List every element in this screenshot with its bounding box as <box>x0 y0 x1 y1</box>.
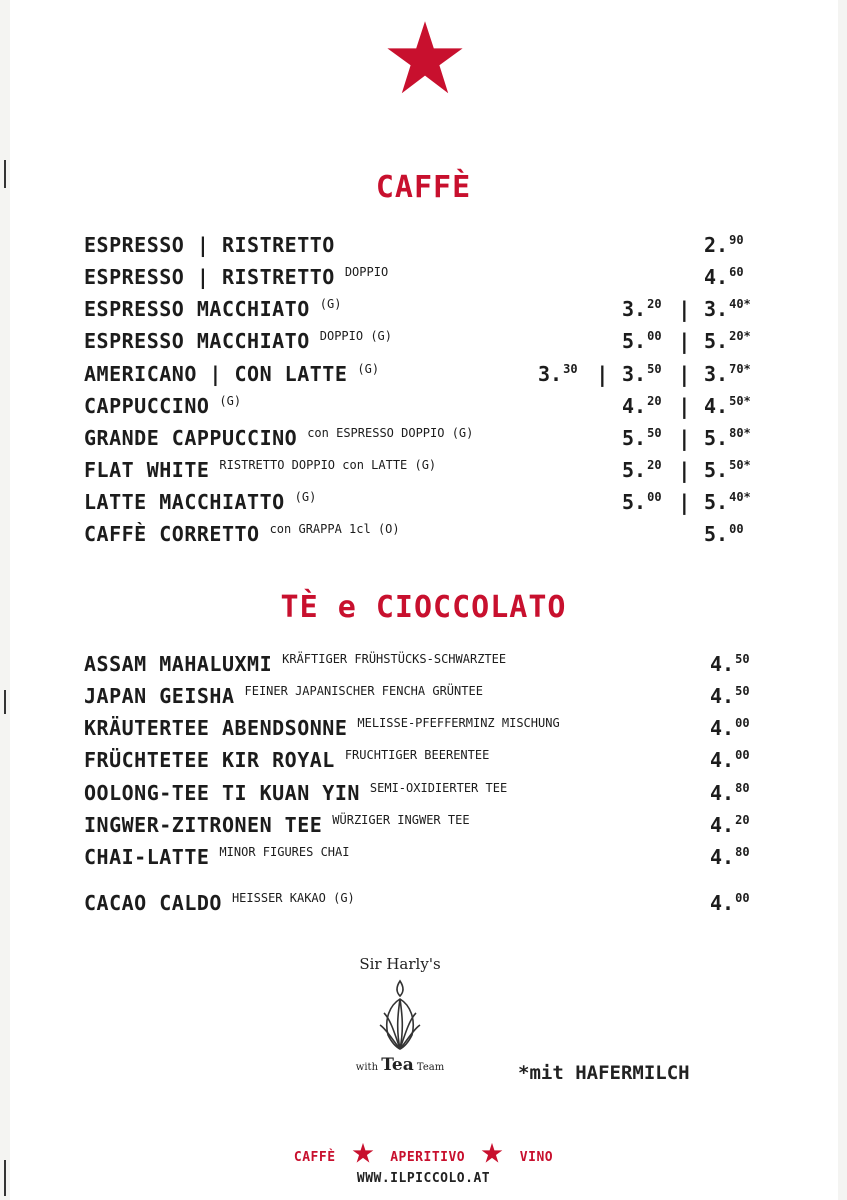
menu-item <box>0 891 847 921</box>
item-note: FEINER JAPANISCHER FENCHA GRÜNTEE <box>244 684 483 699</box>
menu-item <box>0 781 847 811</box>
price-regular: 3.20 <box>622 297 662 321</box>
item-price: 4.20 <box>710 813 750 837</box>
section-title-caffe: CAFFÈ <box>375 170 472 205</box>
brand-subtitle <box>330 1055 470 1075</box>
price-regular: 3.50 <box>622 362 662 386</box>
footer-tagline <box>0 1142 847 1165</box>
price-large: 5.$^{20*}$ <box>704 329 751 353</box>
menu-item <box>0 297 847 327</box>
item-name: LATTE MACCHIATTO $^{(G)}$ <box>84 490 317 514</box>
item-name: CHAI-LATTE $^{MINOR FIGURES CHAI}$ <box>84 845 350 869</box>
item-note: RISTRETTO DOPPIO con LATTE (G) <box>219 458 437 473</box>
footer-website[interactable]: WWW.ILPICCOLO.AT <box>356 1171 491 1186</box>
menu-item <box>0 813 847 843</box>
oat-milk-note: *mit HAFERMILCH <box>518 1062 690 1084</box>
item-price: 4.80 <box>710 781 750 805</box>
item-name: OOLONG-TEE TI KUAN YIN $^{SEMI-OXIDIERTER TEE}$ <box>84 781 508 805</box>
price-separator: | <box>678 459 691 483</box>
price-large: 5.00 <box>704 522 744 546</box>
menu-item <box>0 329 847 359</box>
item-note: (G) <box>357 362 380 377</box>
item-price: 4.00 <box>710 891 750 915</box>
item-name: CAPPUCCINO $^{(G)}$ <box>84 394 242 418</box>
item-note: DOPPIO <box>344 265 389 280</box>
menu-item <box>0 233 847 263</box>
item-name: JAPAN GEISHA $^{FEINER JAPANISCHER FENCHA GRÜNTEE}$ <box>84 684 483 708</box>
price-regular: 5.50 <box>622 426 662 450</box>
brand-sub-suffix: Team <box>416 1062 445 1073</box>
star-icon <box>481 1142 503 1164</box>
menu-item <box>0 265 847 295</box>
item-name: AMERICANO | CON LATTE $^{(G)}$ <box>84 362 380 386</box>
price-large: 3.$^{70*}$ <box>704 362 751 386</box>
price-small: 3.30 <box>538 362 578 386</box>
price-regular: 5.20 <box>622 458 662 482</box>
footer <box>0 1142 847 1186</box>
item-name: GRANDE CAPPUCCINO $^{con ESPRESSO DOPPIO (G)}$ <box>84 426 474 450</box>
item-note: con GRAPPA 1cl (O) <box>269 522 400 537</box>
menu-item <box>0 394 847 424</box>
footer-part-caffe: CAFFÈ <box>293 1150 336 1165</box>
price-large: 4.60 <box>704 265 744 289</box>
price-separator: | <box>678 427 691 451</box>
item-note: WÜRZIGER INGWER TEE <box>332 813 470 828</box>
menu-item <box>0 748 847 778</box>
price-large: 5.$^{40*}$ <box>704 490 751 514</box>
item-price: 4.50 <box>710 652 750 676</box>
item-price: 4.00 <box>710 748 750 772</box>
menu-item <box>0 458 847 488</box>
item-note: MELISSE-PFEFFERMINZ MISCHUNG <box>357 716 560 731</box>
menu-item <box>0 426 847 456</box>
price-separator: | <box>596 363 609 387</box>
item-name: FRÜCHTETEE KIR ROYAL $^{FRUCHTIGER BEERENTEE}$ <box>84 748 490 772</box>
star-icon <box>385 18 465 98</box>
item-note: (G) <box>319 297 342 312</box>
item-name: ESPRESSO MACCHIATO $^{(G)}$ <box>84 297 342 321</box>
brand-sub-main: Tea <box>381 1055 414 1075</box>
item-price: 4.00 <box>710 716 750 740</box>
price-large: 3.$^{40*}$ <box>704 297 751 321</box>
item-name: ESPRESSO | RISTRETTO <box>84 233 335 257</box>
item-price: 4.50 <box>710 684 750 708</box>
menu-item <box>0 845 847 875</box>
price-regular: 4.20 <box>622 394 662 418</box>
item-note: con ESPRESSO DOPPIO (G) <box>307 426 474 441</box>
price-separator: | <box>678 363 691 387</box>
item-note: (G) <box>219 394 242 409</box>
menu-item <box>0 684 847 714</box>
item-note: SEMI-OXIDIERTER TEE <box>369 781 508 796</box>
item-price: 4.80 <box>710 845 750 869</box>
menu-item <box>0 362 847 392</box>
footer-part-aperitivo: APERITIVO <box>390 1150 466 1165</box>
price-large: 4.$^{50*}$ <box>704 394 751 418</box>
footer-part-vino: VINO <box>519 1150 554 1165</box>
price-separator: | <box>678 298 691 322</box>
item-note: HEISSER KAKAO (G) <box>231 891 355 906</box>
item-name: INGWER-ZITRONEN TEE $^{WÜRZIGER INGWER TEE}$ <box>84 813 470 837</box>
item-name: ESPRESSO MACCHIATO $^{DOPPIO (G)}$ <box>84 329 392 353</box>
item-note: (G) <box>294 490 317 505</box>
brand-block <box>330 955 470 1075</box>
item-note: MINOR FIGURES CHAI <box>219 845 350 860</box>
item-name: ESPRESSO | RISTRETTO $^{DOPPIO}$ <box>84 265 389 289</box>
item-name: FLAT WHITE $^{RISTRETTO DOPPIO con LATTE (G)}$ <box>84 458 437 482</box>
section-title-te: TÈ e CIOCCOLATO <box>280 590 567 625</box>
tea-leaf-logo-icon <box>374 979 426 1051</box>
price-large: 5.$^{80*}$ <box>704 426 751 450</box>
item-note: FRUCHTIGER BEERENTEE <box>344 748 490 763</box>
star-icon <box>352 1142 374 1164</box>
price-separator: | <box>678 491 691 515</box>
item-name: ASSAM MAHALUXMI $^{KRÄFTIGER FRÜHSTÜCKS-SCHWARZTEE}$ <box>84 652 507 676</box>
item-name: CACAO CALDO $^{HEISSER KAKAO (G)}$ <box>84 891 355 915</box>
item-note: DOPPIO (G) <box>319 329 392 344</box>
price-large: 2.90 <box>704 233 744 257</box>
menu-item <box>0 522 847 552</box>
item-note: KRÄFTIGER FRÜHSTÜCKS-SCHWARZTEE <box>282 652 507 667</box>
price-large: 5.$^{50*}$ <box>704 458 751 482</box>
item-name: CAFFÈ CORRETTO $^{con GRAPPA 1cl (O)}$ <box>84 522 400 546</box>
menu-item <box>0 716 847 746</box>
item-name: KRÄUTERTEE ABENDSONNE $^{MELISSE-PFEFFERMINZ MISCHUNG}$ <box>84 716 560 740</box>
price-separator: | <box>678 395 691 419</box>
menu-item <box>0 652 847 682</box>
price-separator: | <box>678 330 691 354</box>
brand-name: Sir Harly's <box>359 955 441 973</box>
brand-sub-prefix: with <box>355 1062 379 1073</box>
price-regular: 5.00 <box>622 490 662 514</box>
price-regular: 5.00 <box>622 329 662 353</box>
menu-item <box>0 490 847 520</box>
